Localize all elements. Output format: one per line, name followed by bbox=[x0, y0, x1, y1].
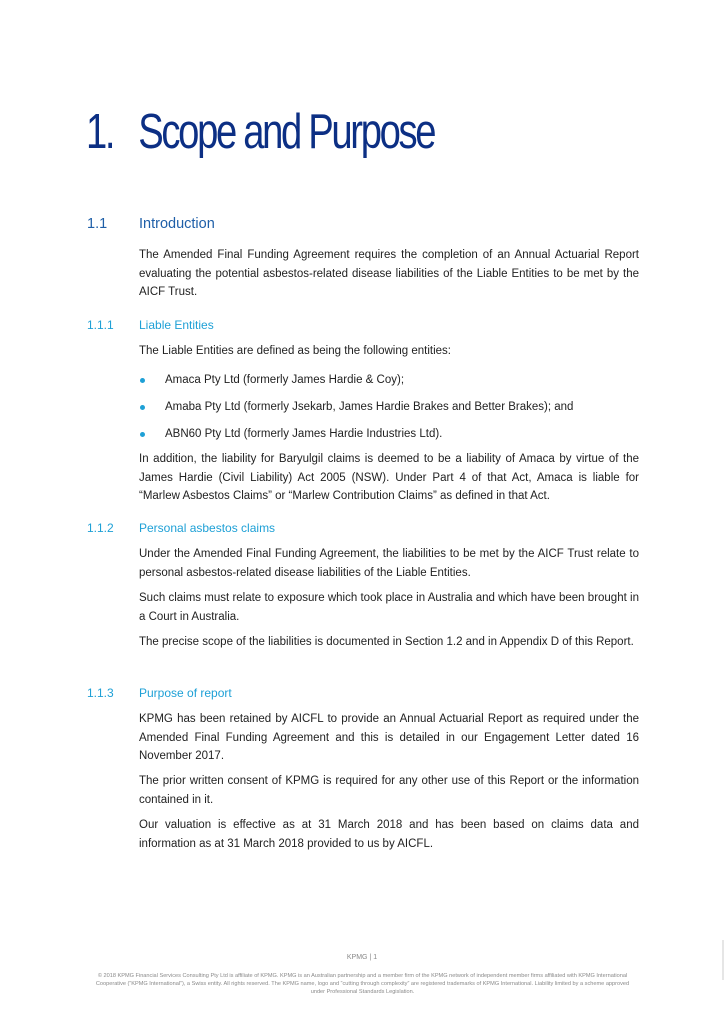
purpose-paragraph-2: The prior written consent of KPMG is required for any other use of this Report or the information contained in it. bbox=[139, 775, 639, 806]
baryulgil-paragraph: In addition, the liability for Baryulgil claims is deemed to be a liability of Amaca by virtue of the James Hardie (Civil Liability) Act 2005 (NSW). Under Part 4 of that Act, Amaca is liable for “Marlew Asbestos Claims” or “Marlew Contribution Claims” as defined in that Act. bbox=[139, 453, 639, 502]
purpose-paragraph-1: KPMG has been retained by AICFL to provide an Annual Actuarial Report as required under the Amended Final Funding Agreement and this is detailed in our Engagement Letter dated 16 November 2017. bbox=[139, 713, 639, 762]
intro-paragraph: The Amended Final Funding Agreement requires the completion of an Annual Actuarial Report evaluating the potential asbestos-related disease liabilities of the Liable Entities to be met by the AICF Trust. bbox=[139, 249, 639, 298]
purpose-paragraph-3: Our valuation is effective as at 31 March 2018 and has been based on claims data and information as at 31 March 2018 provided to us by AICFL. bbox=[139, 819, 639, 850]
chapter-heading bbox=[86, 100, 434, 164]
bullet-icon bbox=[140, 405, 145, 410]
chapter-number: 1. bbox=[86, 105, 114, 159]
chapter-title: Scope and Purpose bbox=[138, 105, 435, 159]
list-item-text: ABN60 Pty Ltd (formerly James Hardie Industries Ltd). bbox=[165, 428, 443, 440]
personal-claims-paragraph-3: The precise scope of the liabilities is documented in Section 1.2 and in Appendix D of this Report. bbox=[139, 636, 634, 648]
personal-claims-paragraph-1: Under the Amended Final Funding Agreement, the liabilities to be met by the AICF Trust relate to personal asbestos-related disease liabilities of the Liable Entities. bbox=[139, 548, 639, 579]
subsection-title: Personal asbestos claims bbox=[139, 521, 276, 535]
list-item-text: Amaba Pty Ltd (formerly Jsekarb, James Hardie Brakes and Better Brakes); and bbox=[165, 401, 574, 413]
page-number: KPMG | 1 bbox=[346, 954, 378, 961]
subsection-title: Liable Entities bbox=[139, 318, 214, 332]
liable-entities-lead: The Liable Entities are defined as being the following entities: bbox=[139, 345, 451, 357]
personal-claims-paragraph-2: Such claims must relate to exposure which took place in Australia and which have been brought in a Court in Australia. bbox=[139, 592, 639, 623]
subsection-number: 1.1.3 bbox=[87, 686, 114, 700]
bullet-icon bbox=[140, 378, 145, 383]
subsection-title: Purpose of report bbox=[139, 686, 232, 700]
section-title: Introduction bbox=[139, 216, 215, 232]
subsection-number: 1.1.1 bbox=[87, 318, 114, 332]
subsection-number: 1.1.2 bbox=[87, 521, 114, 535]
bullet-icon bbox=[140, 432, 145, 437]
list-item-text: Amaca Pty Ltd (formerly James Hardie & Coy); bbox=[165, 374, 405, 386]
legal-disclaimer: © 2018 KPMG Financial Services Consulting Pty Ltd is affiliate of KPMG. KPMG is an Australian partnership and a member firm of the KPMG network of independent member firms affiliated with KPMG International Cooperative (“KPMG International”), a Swiss entity. All rights reserved. The KPMG name, logo and “cutting through complexity” are registered trademarks of KPMG International. Liability limited by a scheme approved under Professional Standards Legislation. bbox=[95, 973, 630, 995]
section-number: 1.1 bbox=[87, 216, 108, 232]
